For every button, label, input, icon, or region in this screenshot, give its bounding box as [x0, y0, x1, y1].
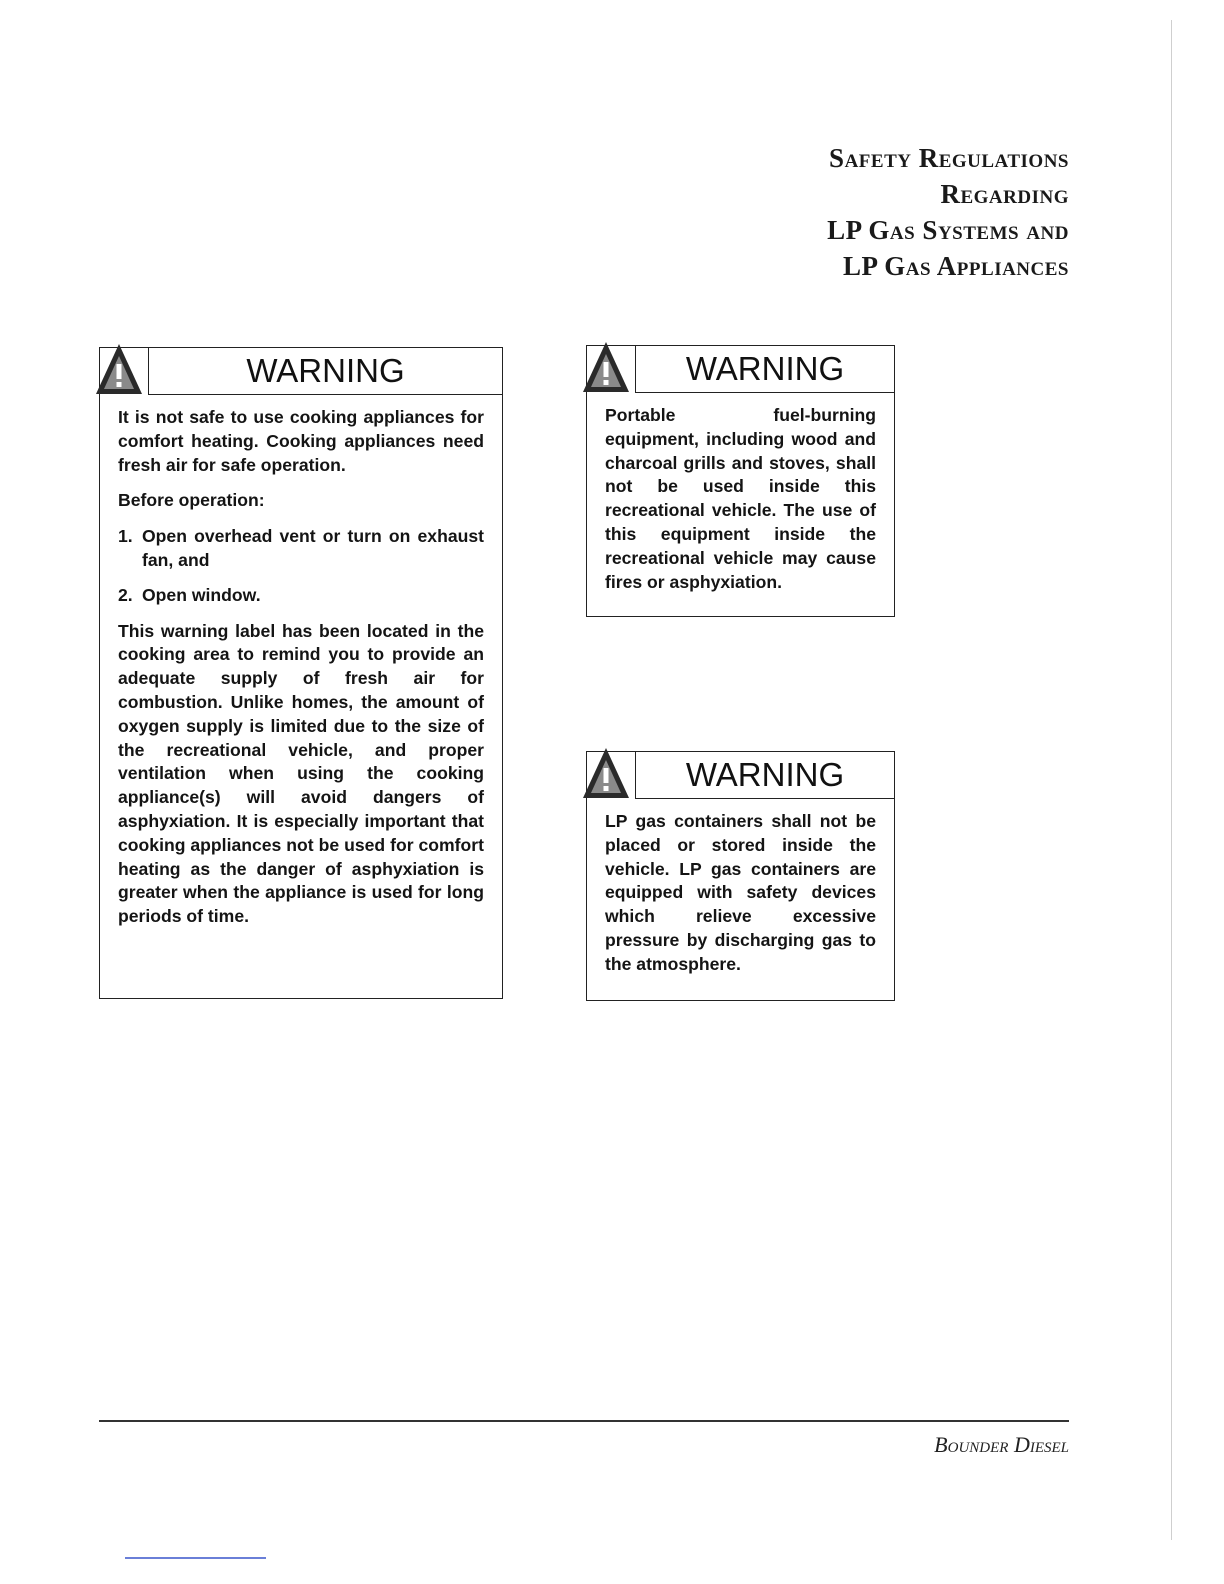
page-edge-line — [1171, 20, 1172, 1540]
warning-heading: WARNING — [635, 752, 894, 799]
list-item — [118, 525, 484, 573]
warning-heading: WARNING — [635, 346, 894, 393]
title-line: Regarding — [940, 179, 1069, 209]
warning-box-cooking — [99, 347, 503, 999]
warning-body — [605, 404, 876, 606]
warning-intro: It is not safe to use cooking appliances for comfort heating. Cooking appliances need fresh air for safe operation. — [118, 407, 484, 475]
step-number: 2. — [118, 584, 133, 605]
footer-brand: Bounder Diesel — [934, 1432, 1069, 1457]
warning-body — [605, 810, 876, 989]
warning-closing: This warning label has been located in the cooking area to remind you to provide an adequate supply of fresh air for combustion. Unlike homes, the amount of oxygen supply is limited due to the size of the recreational vehicle, and proper ventilation when using the cooking appliance(s) will avoid dangers of asphyxiation. It is especially important that cooking appliances not be used for comfort heating as the danger of asphyxiation is greater when the appliance is used for long periods of time. — [118, 620, 484, 927]
list-item — [118, 584, 484, 608]
warning-triangle-icon — [581, 340, 631, 394]
footer-divider — [99, 1420, 1069, 1422]
warning-header — [100, 348, 502, 394]
step-text: Open window. — [142, 584, 261, 605]
title-line: Safety Regulations — [829, 143, 1069, 173]
warning-text: LP gas containers shall not be placed or stored inside the vehicle. LP gas containers are equipped with safety devices which relieve excessive pressure by discharging gas to the atmosphere. — [605, 811, 876, 974]
warning-body — [118, 406, 484, 941]
step-text: Open overhead vent or turn on exhaust fan, and — [142, 526, 484, 570]
warning-header — [587, 752, 894, 798]
before-operation-label: Before operation: — [118, 490, 265, 511]
page-title — [569, 140, 1069, 284]
warning-triangle-icon — [94, 342, 144, 396]
title-line: LP Gas Appliances — [843, 251, 1069, 281]
warning-triangle-icon — [581, 746, 631, 800]
warning-text: Portable fuel-burning equipment, including wood and charcoal grills and stoves, shall not be used inside this recreational vehicle. The use of this equipment inside the recreational vehicle may cause fires or asphyxiation. — [605, 405, 876, 592]
warning-header — [587, 346, 894, 392]
step-number: 1. — [118, 526, 133, 547]
warning-box-lp-containers — [586, 751, 895, 1001]
bottom-link-underline — [125, 1557, 266, 1559]
title-line: LP Gas Systems and — [827, 215, 1069, 245]
warning-box-portable-fuel — [586, 345, 895, 617]
warning-heading: WARNING — [148, 348, 502, 395]
operation-steps — [118, 525, 484, 607]
